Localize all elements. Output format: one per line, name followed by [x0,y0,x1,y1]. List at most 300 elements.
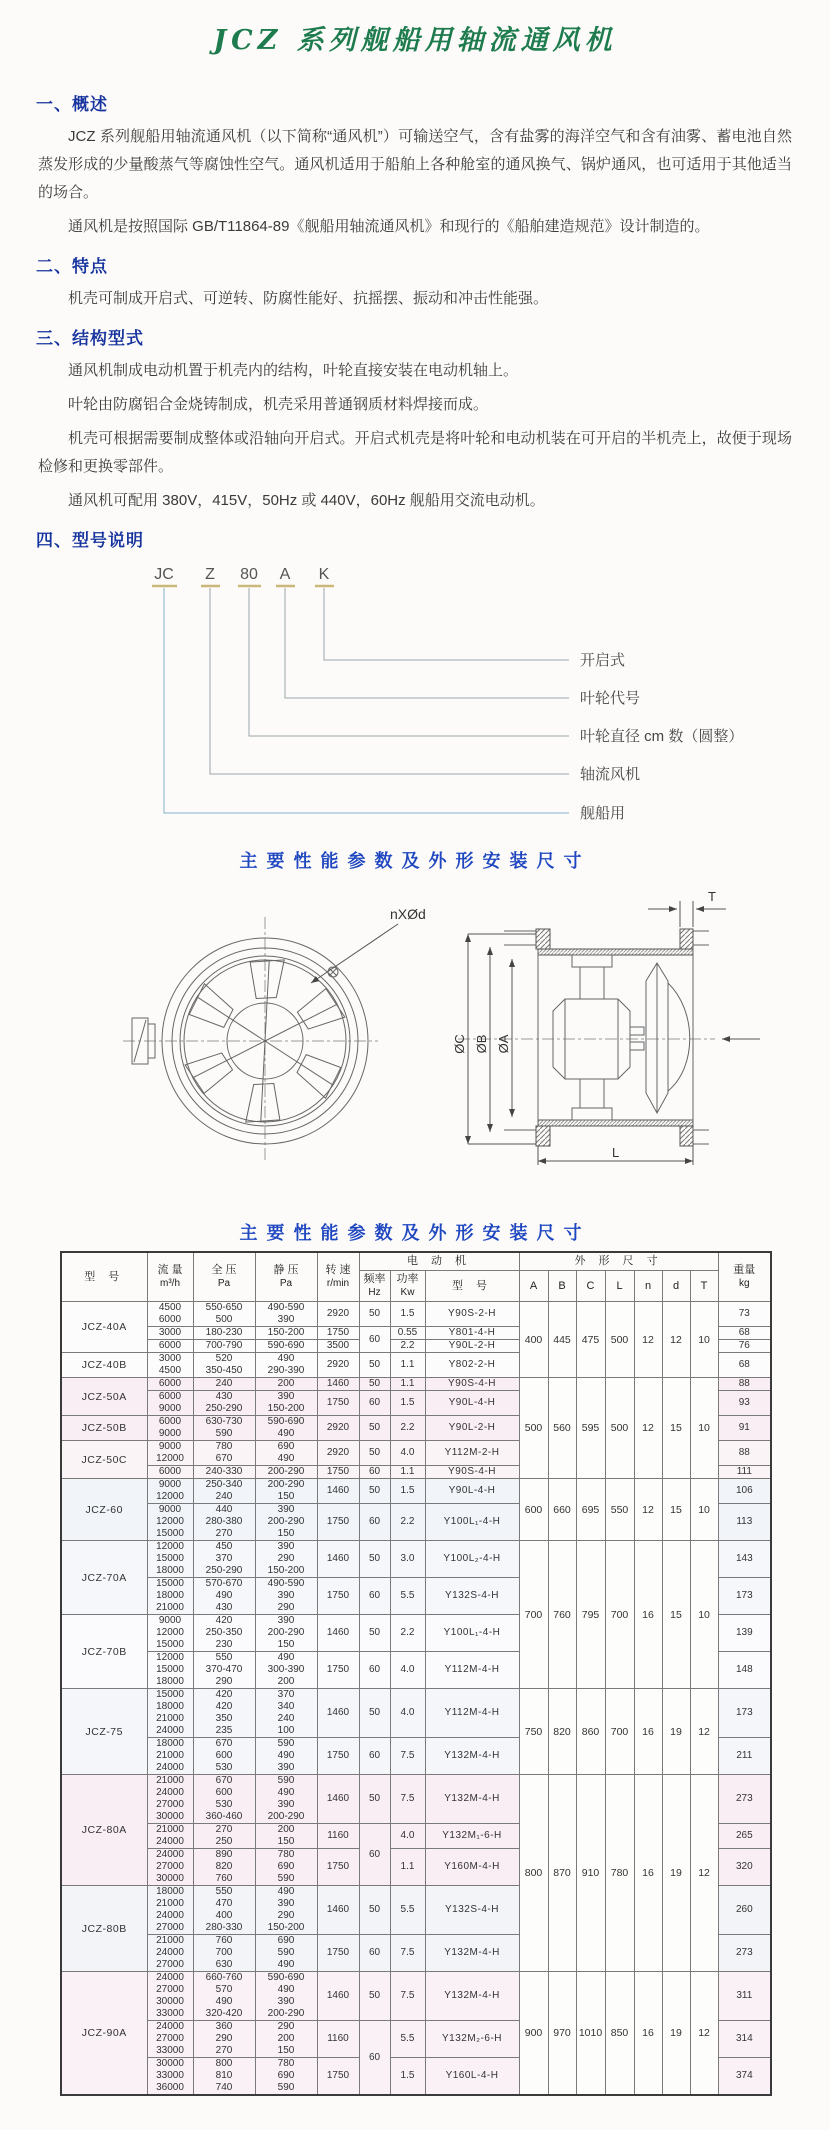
weight-cell: 320 [718,1849,771,1886]
cell-line: 9000 [158,1441,182,1452]
flow-cell [147,1340,193,1353]
dimension-cell: 15 [662,1479,690,1541]
cell-line: 820 [215,1861,233,1872]
cell-line: 9000 [158,1504,182,1515]
power-cell: 4.0 [390,1441,425,1466]
frequency-cell: 60 [359,1504,390,1541]
cell-line: 6000 [158,1314,182,1325]
cell-line: 250-350 [205,1627,243,1638]
cell-line: 660-760 [205,1972,243,1983]
cell-line: 490 [215,1590,233,1601]
paragraph: 机壳可根据需要制成整体或沿轴向开启式。开启式机壳是将叶轮和电动机装在可开启的半机壳上，故便于现场检修和更换零部件。 [38,430,792,475]
frequency-cell: 50 [359,1541,390,1578]
cell-line: 250-290 [205,1403,243,1414]
cell-line: 690 [277,1441,295,1452]
model-code-label: 轴流风机 [580,766,641,783]
cell-line: 520 [215,1353,233,1364]
frequency-cell: 60 [359,1935,390,1972]
motor-model-cell: Y90L-4-H [425,1479,519,1504]
col-header-label: 重量 [733,1264,756,1276]
page-title: JCZ 系列舰船用轴流通风机 [213,25,617,56]
weight-cell: 106 [718,1479,771,1504]
cell-line: 690 [277,1935,295,1946]
col-header-unit: kg [739,1278,750,1289]
flow-cell [147,1935,193,1972]
cell-line: 340 [277,1701,295,1712]
dimension-cell: 15 [662,1378,690,1479]
cell-line: 550 [215,1652,233,1663]
static-pressure-cell [255,1441,317,1466]
weight-cell: 88 [718,1441,771,1466]
weight-cell: 143 [718,1541,771,1578]
model-cell: JCZ-70B [61,1615,147,1689]
motor-model-cell: Y132S-4-H [425,1886,519,1935]
cell-line: 200 [277,1378,295,1389]
table-body [61,1302,771,2096]
paragraph: 叶轮由防腐铝合金烧铸制成，机壳采用普通钢质材料焊接而成。 [68,396,489,413]
dimension-cell: 445 [548,1302,576,1378]
flow-cell [147,1466,193,1479]
cell-line: 490 [277,1353,295,1364]
speed-cell: 2920 [317,1441,359,1466]
cell-line: 200-290 [267,1811,305,1822]
weight-cell: 273 [718,1775,771,1824]
static-pressure-cell [255,1578,317,1615]
speed-cell: 1460 [317,1886,359,1935]
static-pressure-cell [255,1479,317,1504]
motor-model-cell: Y112M-2-H [425,1441,519,1466]
cell-line: 780 [277,2058,295,2069]
cell-line: 18000 [156,1676,184,1687]
cell-line: 590 [277,1947,295,1958]
weight-cell: 111 [718,1466,771,1479]
static-pressure-cell [255,1886,317,1935]
dimension-cell: 870 [548,1775,576,1972]
cell-line: 390 [277,1541,295,1552]
total-pressure-cell [193,1935,255,1972]
cell-line: 690 [277,2070,295,2081]
model-cell: JCZ-60 [61,1479,147,1541]
cell-line: 27000 [156,1799,184,1810]
cell-line: 490-590 [267,1302,305,1313]
cell-line: 590 [277,1775,295,1786]
weight-cell: 91 [718,1416,771,1441]
cell-line: 200-290 [267,2008,305,2019]
model-code-part: JC [154,566,174,583]
cell-line: 4500 [158,1302,182,1313]
cell-line: 27000 [156,1984,184,1995]
cell-line: 15000 [156,1578,184,1589]
dimension-cell: 16 [634,1972,662,2096]
cell-line: 760 [215,1873,233,1884]
fan-front-view [123,917,378,1161]
cell-line: 890 [215,1849,233,1860]
power-cell: 1.1 [390,1849,425,1886]
dimension-cell: 19 [662,1689,690,1775]
flow-cell [147,2021,193,2058]
dimension-cell: 795 [576,1541,605,1689]
total-pressure-cell [193,1416,255,1441]
cell-line: 390 [277,1762,295,1773]
col-header-label: 全 压 [211,1264,237,1276]
dimension-cell: 10 [690,1302,718,1378]
cell-line: 21000 [156,1824,184,1835]
table-row [61,1302,771,1327]
model-cell: JCZ-50A [61,1378,147,1416]
speed-cell: 2920 [317,1302,359,1327]
flow-cell [147,1441,193,1466]
hole-leader-line [311,924,398,983]
weight-cell: 93 [718,1391,771,1416]
cell-line: 490-590 [267,1578,305,1589]
motor-model-cell: Y100L₁-4-H [425,1504,519,1541]
cell-line: 12000 [156,1627,184,1638]
col-header-dim-c: C [576,1271,605,1302]
cell-line: 490 [277,1886,295,1897]
cell-line: 430 [215,1602,233,1613]
total-pressure-cell [193,1615,255,1652]
total-pressure-cell [193,1302,255,1327]
col-header-total-pressure [193,1252,255,1302]
cell-line: 12000 [156,1453,184,1464]
cell-line: 6000 [158,1378,182,1389]
paragraph: 通风机是按照国际 GB/T11864-89《舰船用轴流通风机》和现行的《船舶建造规范》设计制造的。 [68,218,710,235]
cell-line: 6000 [158,1416,182,1427]
col-header-label: 流 量 [157,1264,183,1276]
speed-cell: 1750 [317,1578,359,1615]
fan-outline-drawing [60,879,820,1175]
flow-cell [147,1302,193,1327]
cell-line: 470 [215,1898,233,1909]
cell-line: 200-290 [267,1479,305,1490]
cell-line: 350-450 [205,1365,243,1376]
weight-cell: 211 [718,1738,771,1775]
dimension-cell: 900 [519,1972,548,2096]
cell-line: 200-290 [267,1516,305,1527]
weight-cell: 68 [718,1353,771,1378]
speed-cell: 1460 [317,1689,359,1738]
col-header-frequency [359,1271,390,1302]
cell-line: 530 [215,1799,233,1810]
total-pressure-cell [193,1738,255,1775]
speed-cell: 1460 [317,1479,359,1504]
model-code-diagram [64,557,764,835]
cell-line: 21000 [156,1713,184,1724]
cell-line: 780 [215,1441,233,1452]
speed-cell: 2920 [317,1416,359,1441]
cell-line: 21000 [156,1898,184,1909]
section-heading-model-code: 四、型号说明 [36,531,144,550]
motor-model-cell: Y802-2-H [425,1353,519,1378]
power-cell: 1.1 [390,1353,425,1378]
static-pressure-cell [255,1615,317,1652]
dim-label-t: T [708,889,716,904]
motor-model-cell: Y90S-2-H [425,1302,519,1327]
dimension-cell: 600 [519,1479,548,1541]
cell-line: 21000 [156,1775,184,1786]
cell-line: 360-460 [205,1811,243,1822]
cell-line: 150 [277,1491,295,1502]
total-pressure-cell [193,1886,255,1935]
cell-line: 18000 [156,1738,184,1749]
col-header-dim-b: B [548,1271,576,1302]
cell-line: 33000 [156,2008,184,2019]
cell-line: 6000 [158,1340,182,1351]
cell-line: 240 [215,1491,233,1502]
cell-line: 270 [215,2045,233,2056]
power-cell: 5.5 [390,2021,425,2058]
col-header-dim-t: T [690,1271,718,1302]
total-pressure-cell [193,1541,255,1578]
cell-line: 150 [277,1639,295,1650]
dimension-cell: 560 [548,1378,576,1479]
weight-cell: 173 [718,1689,771,1738]
cell-line: 24000 [156,1910,184,1921]
static-pressure-cell [255,1353,317,1378]
cell-line: 24000 [156,1725,184,1736]
cell-line: 400 [215,1910,233,1921]
dimension-cell: 1010 [576,1972,605,2096]
total-pressure-cell [193,1504,255,1541]
total-pressure-cell [193,1466,255,1479]
cell-line: 570-670 [205,1578,243,1589]
cell-line: 18000 [156,1590,184,1601]
flow-cell [147,1541,193,1578]
weight-cell: 311 [718,1972,771,2021]
cell-line: 420 [215,1615,233,1626]
motor-model-cell: Y90S-4-H [425,1466,519,1479]
cell-line: 24000 [156,1947,184,1958]
dimension-cell: 400 [519,1302,548,1378]
dimension-cell: 820 [548,1689,576,1775]
speed-cell: 1750 [317,1466,359,1479]
frequency-cell: 60 [359,1824,390,1886]
cell-line: 27000 [156,2033,184,2044]
cell-line: 21000 [156,1602,184,1613]
table-row [61,1689,771,1738]
weight-cell: 265 [718,1824,771,1849]
cell-line: 27000 [156,1861,184,1872]
dimension-cell: 500 [605,1378,634,1479]
dim-label-c: ØC [452,1034,467,1054]
motor-model-cell: Y132M-4-H [425,1935,519,1972]
cell-line: 30000 [156,2058,184,2069]
col-header-label: 静 压 [273,1264,299,1276]
dim-label-b: ØB [474,1034,489,1054]
static-pressure-cell [255,1416,317,1441]
motor-model-cell: Y132M-4-H [425,1775,519,1824]
cell-line: 280-330 [205,1922,243,1933]
cell-line: 15000 [156,1664,184,1675]
cell-line: 18000 [156,1565,184,1576]
static-pressure-cell [255,1775,317,1824]
model-cell: JCZ-70A [61,1541,147,1615]
cell-line: 150-200 [267,1922,305,1933]
cell-line: 3000 [158,1353,182,1364]
model-cell: JCZ-50B [61,1416,147,1441]
cell-line: 390 [277,1391,295,1402]
dimension-cell: 850 [605,1972,634,2096]
col-header-unit: Kw [400,1287,415,1298]
cell-line: 180-230 [205,1327,243,1338]
cell-line: 150 [277,2045,295,2056]
total-pressure-cell [193,1479,255,1504]
cell-line: 150-200 [267,1403,305,1414]
cell-line: 150-200 [267,1327,305,1338]
col-header-dim-d: d [662,1271,690,1302]
speed-cell: 1750 [317,1849,359,1886]
static-pressure-cell [255,2021,317,2058]
static-pressure-cell [255,1849,317,1886]
static-pressure-cell [255,1391,317,1416]
cell-line: 24000 [156,1972,184,1983]
col-header-unit: Pa [279,1278,293,1289]
cell-line: 250-340 [205,1479,243,1490]
model-cell: JCZ-40B [61,1353,147,1378]
weight-cell: 273 [718,1935,771,1972]
cell-line: 9000 [158,1403,182,1414]
hole-count-label: nXØd [390,906,426,922]
dimension-cell: 500 [519,1378,548,1479]
total-pressure-cell [193,1353,255,1378]
section-heading-overview: 一、概述 [36,95,108,114]
dim-label-l: L [612,1145,620,1160]
cell-line: 18000 [156,1701,184,1712]
col-header-label: 频率 [363,1273,386,1285]
dimension-cell: 860 [576,1689,605,1775]
cell-line: 490 [277,1750,295,1761]
static-pressure-cell [255,1738,317,1775]
dimension-cell: 15 [662,1541,690,1689]
power-cell: 4.0 [390,1689,425,1738]
cell-line: 370 [215,1553,233,1564]
total-pressure-cell [193,1340,255,1353]
power-cell: 1.5 [390,1479,425,1504]
cell-line: 12000 [156,1491,184,1502]
cell-line: 500 [215,1314,233,1325]
cell-line: 570 [215,1984,233,1995]
static-pressure-cell [255,1504,317,1541]
dimension-cell: 12 [690,1689,718,1775]
dimension-cell: 12 [634,1378,662,1479]
model-cell: JCZ-90A [61,1972,147,2096]
motor-model-cell: Y100L₁-4-H [425,1615,519,1652]
cell-line: 200 [277,2033,295,2044]
cell-line: 21000 [156,1750,184,1761]
section-heading-features: 二、特点 [36,257,108,276]
dimension-cell: 970 [548,1972,576,2096]
cell-line: 33000 [156,2045,184,2056]
speed-cell: 1750 [317,1652,359,1689]
motor-model-cell: Y132M₂-6-H [425,2021,519,2058]
frequency-cell: 50 [359,1378,390,1391]
flow-cell [147,1972,193,2021]
flow-cell [147,1353,193,1378]
performance-heading: 主要性能参数及外形安装尺寸 [239,1223,591,1243]
weight-cell: 173 [718,1578,771,1615]
impeller-profile [646,963,690,1113]
cell-line: 240 [215,1378,233,1389]
cell-line: 450 [215,1541,233,1552]
static-pressure-cell [255,1466,317,1479]
cell-line: 15000 [156,1553,184,1564]
dimension-cell: 595 [576,1378,605,1479]
power-cell: 7.5 [390,1935,425,1972]
frequency-cell: 50 [359,1972,390,2021]
cell-line: 670 [215,1775,233,1786]
cell-line: 24000 [156,2021,184,2032]
dimension-cell: 10 [690,1479,718,1541]
cell-line: 150 [277,1528,295,1539]
dimension-cell: 700 [605,1541,634,1689]
flow-cell [147,1738,193,1775]
col-header-speed [317,1252,359,1302]
dimension-cell: 10 [690,1541,718,1689]
cell-line: 36000 [156,2082,184,2093]
cell-line: 15000 [156,1528,184,1539]
col-header-static-pressure [255,1252,317,1302]
cell-line: 390 [277,1615,295,1626]
frequency-cell: 50 [359,1302,390,1327]
cell-line: 3000 [158,1327,182,1338]
flow-cell [147,1689,193,1738]
table-row [61,1972,771,2021]
col-header-model: 型 号 [61,1252,147,1302]
static-pressure-cell [255,1302,317,1327]
cell-line: 290 [277,1602,295,1613]
flow-cell [147,1578,193,1615]
model-code-part: K [318,566,330,583]
dimension-cell: 750 [519,1689,548,1775]
col-header-label: 功率 [396,1273,419,1285]
col-header-weight [718,1252,771,1302]
motor-model-cell: Y90S-4-H [425,1378,519,1391]
model-code-lines [164,588,569,813]
motor-model-cell: Y112M-4-H [425,1689,519,1738]
cell-line: 9000 [158,1615,182,1626]
motor-model-cell: Y90L-4-H [425,1391,519,1416]
cell-line: 550 [215,1886,233,1897]
cell-line: 100 [277,1725,295,1736]
cell-line: 320-420 [205,2008,243,2019]
col-header-dim-a: A [519,1271,548,1302]
dimension-cell: 10 [690,1378,718,1479]
power-cell: 2.2 [390,1340,425,1353]
cell-line: 490 [277,1959,295,1970]
cell-line: 150-200 [267,1565,305,1576]
frequency-cell: 60 [359,1738,390,1775]
total-pressure-cell [193,1441,255,1466]
speed-cell: 1750 [317,1935,359,1972]
table-row [61,1479,771,1504]
cell-line: 200 [277,1676,295,1687]
cell-line: 390 [277,1314,295,1325]
cell-line: 12000 [156,1652,184,1663]
power-cell: 5.5 [390,1578,425,1615]
frequency-cell: 50 [359,1479,390,1504]
flow-cell [147,1479,193,1504]
cell-line: 630-730 [205,1416,243,1427]
dimension-cell: 700 [605,1689,634,1775]
cell-line: 250-290 [205,1565,243,1576]
paragraph: 通风机可配用 380V，415V，50Hz 或 440V，60Hz 舰船用交流电动机。 [68,492,545,509]
dimension-cell: 760 [548,1541,576,1689]
flow-cell [147,1327,193,1340]
cell-line: 15000 [156,1689,184,1700]
cell-line: 670 [215,1738,233,1749]
power-cell: 2.2 [390,1504,425,1541]
table-row [61,1378,771,1391]
